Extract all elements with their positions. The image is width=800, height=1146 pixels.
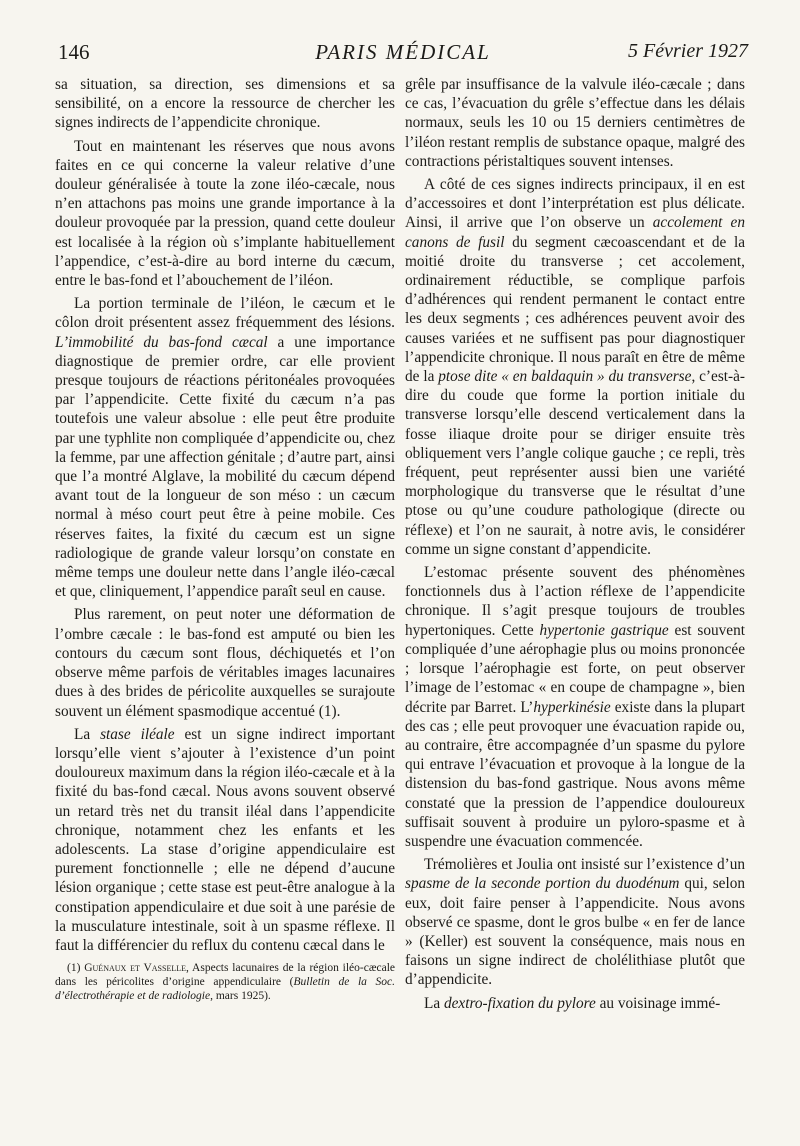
paragraph: Tout en maintenant les réserves que nous avons faites en ce qui concerne la valeur relative d’une douleur généralisée à toute la zone iléo-cæcale, nous n’en attachons pas moins une grande importance à la douleur provoquée par la pression, quand cette douleur est localisée à la région où s’implante habituellement l’appendice, c’est-à-dire au bord interne du cæcum, entre le bas-fond et l’abouchement de l’iléon. (55, 137, 395, 290)
text-run: du segment cæcoascendant et de la moitié droite du transverse ; cet accolement, ordinairement réductible, se complique parfois d’adhérences qui rendent permanent le contact entre les deux segments ; ces adhérences peuvent avoir des causes variées et ne suffisent pas pour diagnostiquer l’appendicite chronique. Il nous paraît en être de même de la (405, 233, 745, 386)
paragraph (405, 855, 745, 989)
left-column (55, 75, 395, 1003)
text-run: , c’est-à-dire du coude que forme la portion initiale du transverse lorsqu’elle descend verticalement dans la fosse iliaque droite pour se diriger ensuite très obliquement vers l’angle colique gauche ; ce repli, très fréquent, peut représenter aussi bien une variété morphologique du transverse que le résultat d’une ptose ou qu’une coudure pathologique (directe ou réflexe) et l’on ne saurait, à notre avis, le considérer comme un signe constant d’appendicite. (405, 368, 745, 558)
paragraph (405, 994, 745, 1013)
text-run: est souvent compliquée d’une aérophagie plus ou moins prononcée ; lorsque l’aérophagie est forte, on peut observer l’image de l’estomac « en coupe de champagne », bien décrite par Barret. L’ (405, 621, 745, 716)
page-number: 146 (58, 40, 90, 64)
paragraph: Plus rarement, on peut noter une déformation de l’ombre cæcale : le bas-fond est amputé ou bien les contours du cæcum sont flous, déchiquetés et l’on observe même parfois de véritables images lacunaires dues à des brides de péricolite auxquelles se surajoute souvent un élément spasmodique accentué (1). (55, 606, 395, 720)
right-column (405, 75, 745, 1017)
text-run: a une importance diagnostique de premier ordre, car elle provient presque toujours de réactions péritonéales provoquées par l’appendicite. Cette fixité du cæcum n’a pas toutefois une valeur absolue : elle peut être produite par une typhlite non compliquée d’appendicite ou, chez la femme, par une affection génitale ; d’autre part, ainsi que l’a montré Alglave, la mobilité du cæcum dépend avant tout de la longueur de son méso : un cæcum normal à méso court peut être à peine mobile. Ces réserves faites, la fixité du cæcum est un signe radiologique de grande valeur lorsqu’on constate en même temps une douleur nette dans l’angle iléo-cæcal et que, cliniquement, l’appendice paraît seul en cause. (55, 333, 396, 601)
footnote-marker: (1) (67, 962, 85, 975)
text-run: La portion terminale de l’iléon, le cæcum et le côlon droit présentent assez fréquemment des lésions. (55, 295, 395, 332)
emphasis: ptose dite « en baldaquin » du transverse (438, 368, 692, 386)
paragraph (405, 563, 745, 851)
emphasis: L’immobilité du bas-fond cæcal (55, 333, 268, 351)
text-run: au voisinage immé- (595, 994, 721, 1012)
page-header (58, 40, 748, 70)
footnote-authors: Guénaux et Vasselle (84, 962, 187, 975)
journal-title: PARIS MÉDICAL (315, 40, 491, 64)
footnote-source: Bulletin de la Soc. d’électrothérapie et de radiologie (55, 976, 395, 1003)
paragraph (55, 725, 395, 955)
text-run: , mars 1925). (210, 990, 271, 1003)
text-run: L’estomac présente souvent des phénomènes fonctionnels dus à l’action réflexe de l’appendicite chronique. Il s’agit presque toujours de troubles hypertoniques. Cette (405, 564, 745, 639)
text-run: La (424, 994, 444, 1012)
issue-date: 5 Février 1927 (628, 40, 748, 62)
paragraph (55, 294, 395, 601)
text-run: qui, selon eux, doit faire penser à l’appendicite. Nous avons observé ce spasme, dont le gros bulbe « en fer de lance » (Keller) est souvent la conséquence, mais nous en faisons un signe indirect de cholélithiase plutôt que d’appendicite. (405, 875, 745, 989)
emphasis: hypertonie gastrique (539, 621, 669, 639)
emphasis: dextro-fixation du pylore (443, 994, 596, 1012)
emphasis: hyperkinésie (533, 698, 611, 716)
text-run: est un signe indirect important lorsqu’elle vient s’ajouter à l’existence d’un point douloureux maximum dans la région iléo-cæcale et à la fixité du bas-fond cæcal. Nous avons souvent observé un retard très net du transit iléal dans l’appendicite chronique, notamment chez les enfants et les adolescents. La stase d’origine appendiculaire est purement fonctionnelle ; elle ne dépend d’aucune lésion organique ; cette stase est peut-être analogue à la constipation appendiculaire et due soit à une parésie de la musculature intestinale, soit à un spasme réflexe. Il faut la différencier du reflux du contenu cæcal dans le (55, 725, 395, 954)
paragraph: grêle par insuffisance de la valvule iléo-cæcale ; dans ce cas, l’évacuation du grêle s’effectue dans les délais normaux, seuls les 10 ou 15 derniers centimètres de l’iléon restant remplis de substance opaque, malgré des contractions péristaltiques souvent intenses. (405, 76, 745, 170)
text-run: Trémolières et Joulia ont insisté sur l’existence d’un (424, 856, 745, 874)
text-run: existe dans la plupart des cas ; elle peut provoquer une évacuation rapide ou, au contraire, être accompagnée d’un spasme du pylore qui entrave l’évacuation et provoque à la longue de la distension du bas-fond gastrique. Nous avons même constaté que la pression de l’appendice douloureux suffisait souvent à produire un pyloro-spasme et à suspendre une évacuation commencée. (405, 698, 745, 850)
footnote (55, 961, 395, 1003)
paragraph: sa situation, sa direction, ses dimensions et sa sensibilité, on a encore la ressource de chercher les signes indirects de l’appendicite chronique. (55, 76, 395, 132)
paragraph (405, 175, 745, 559)
emphasis: spasme de la seconde portion du duodénum (405, 875, 680, 893)
text-run: La (74, 725, 101, 743)
text-run: A côté de ces signes indirects principaux, il en est d’accessoires et dont l’interprétation est plus délicate. Ainsi, il arrive que l’on observe un (405, 176, 745, 232)
emphasis: accolement en canons de fusil (405, 214, 745, 251)
emphasis: stase iléale (100, 725, 175, 743)
text-run: , Aspects lacunaires de la région iléo-cæcale dans les péricolites d’origine appendiculaire ( (55, 962, 395, 989)
